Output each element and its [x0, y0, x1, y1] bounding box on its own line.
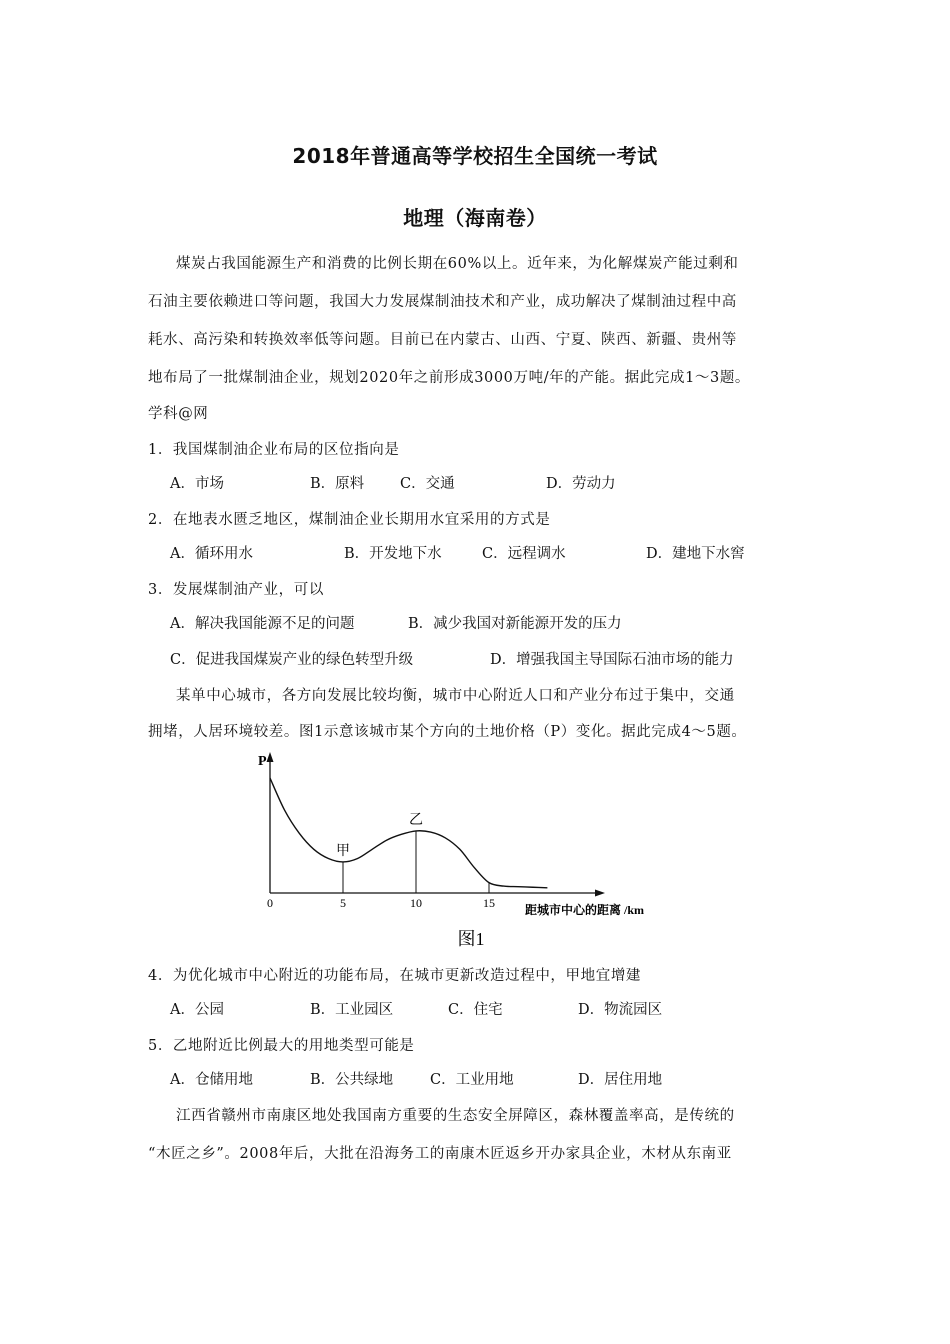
- point-label: 甲: [336, 843, 350, 859]
- question-3-stem: 3．发展煤制油产业，可以: [148, 582, 324, 598]
- option-a[interactable]: A．循环用水: [170, 546, 253, 562]
- option-a[interactable]: A．仓储用地: [170, 1072, 253, 1088]
- y-axis-label: P: [258, 754, 267, 769]
- figure-1-chart: [255, 748, 705, 958]
- option-b[interactable]: B．工业园区: [310, 1002, 394, 1018]
- option-c[interactable]: C．交通: [400, 476, 455, 492]
- passage2-line: 拥堵，人居环境较差。图1示意该城市某个方向的土地价格（P）变化。据此完成4～5题。: [148, 724, 747, 740]
- passage1-line: 石油主要依赖进口等问题，我国大力发展煤制油技术和产业，成功解决了煤制油过程中高: [148, 294, 737, 310]
- question-2-stem: 2．在地表水匮乏地区，煤制油企业长期用水宜采用的方式是: [148, 512, 551, 528]
- passage1-line: 地布局了一批煤制油企业，规划2020年之前形成3000万吨/年的产能。据此完成1～3题。: [148, 370, 751, 386]
- option-d[interactable]: D．居住用地: [578, 1072, 663, 1088]
- question-4-options: [170, 998, 810, 1018]
- passage1-line: 耗水、高污染和转换效率低等问题。目前已在内蒙古、山西、宁夏、陕西、新疆、贵州等: [148, 332, 737, 348]
- x-axis-label: 距城市中心的距离 /km: [525, 903, 645, 917]
- option-a[interactable]: A．解决我国能源不足的问题: [170, 616, 355, 632]
- option-d[interactable]: D．建地下水窖: [646, 546, 745, 562]
- question-5-stem: 5．乙地附近比例最大的用地类型可能是: [148, 1038, 415, 1054]
- y-axis-arrow: [267, 752, 274, 762]
- option-d[interactable]: D．物流园区: [578, 1002, 663, 1018]
- question-1-stem: 1．我国煤制油企业布局的区位指向是: [148, 442, 400, 458]
- option-b[interactable]: B．公共绿地: [310, 1072, 394, 1088]
- exam-title: 2018年普通高等学校招生全国统一考试: [292, 144, 658, 168]
- option-c[interactable]: C．工业用地: [430, 1072, 514, 1088]
- x-tick-label: 15: [483, 896, 495, 910]
- option-a[interactable]: A．市场: [170, 476, 224, 492]
- x-tick-label: 0: [267, 896, 273, 910]
- point-labels: [336, 813, 423, 859]
- option-c[interactable]: C．住宅: [448, 1002, 503, 1018]
- question-3-options-row1: [170, 612, 810, 632]
- point-guides: [343, 831, 489, 893]
- passage3-line: 江西省赣州市南康区地处我国南方重要的生态安全屏障区，森林覆盖率高，是传统的: [176, 1108, 735, 1124]
- option-b[interactable]: B．原料: [310, 476, 365, 492]
- passage2-line: 某单中心城市，各方向发展比较均衡，城市中心附近人口和产业分布过于集中，交通: [176, 688, 735, 704]
- option-d[interactable]: D．增强我国主导国际石油市场的能力: [490, 652, 734, 668]
- point-label: 乙: [409, 812, 423, 828]
- passage1-line: 煤炭占我国能源生产和消费的比例长期在60%以上。近年来，为化解煤炭产能过剩和: [176, 256, 739, 272]
- passage3-line: “木匠之乡”。2008年后，大批在沿海务工的南康木匠返乡开办家具企业，木材从东南亚: [148, 1146, 732, 1162]
- x-axis-arrow: [595, 890, 605, 897]
- passage1-line: 学科@网: [148, 406, 209, 422]
- question-2-options: [170, 542, 810, 562]
- option-b[interactable]: B．开发地下水: [344, 546, 442, 562]
- x-tick-label: 10: [410, 896, 422, 910]
- exam-subtitle: 地理（海南卷）: [403, 206, 547, 230]
- option-a[interactable]: A．公园: [170, 1002, 224, 1018]
- question-3-options-row2: [170, 648, 810, 668]
- option-c[interactable]: C．促进我国煤炭产业的绿色转型升级: [170, 652, 414, 668]
- option-d[interactable]: D．劳动力: [546, 476, 616, 492]
- x-ticks: [267, 896, 495, 910]
- price-curve: [270, 778, 547, 888]
- option-b[interactable]: B．减少我国对新能源开发的压力: [408, 616, 622, 632]
- chart-axes: [267, 752, 606, 897]
- figure-caption: 图1: [457, 929, 485, 949]
- question-5-options: [170, 1068, 810, 1088]
- option-c[interactable]: C．远程调水: [482, 546, 566, 562]
- question-1-options: [170, 472, 810, 492]
- question-4-stem: 4．为优化城市中心附近的功能布局，在城市更新改造过程中，甲地宜增建: [148, 968, 642, 984]
- x-tick-label: 5: [340, 896, 346, 910]
